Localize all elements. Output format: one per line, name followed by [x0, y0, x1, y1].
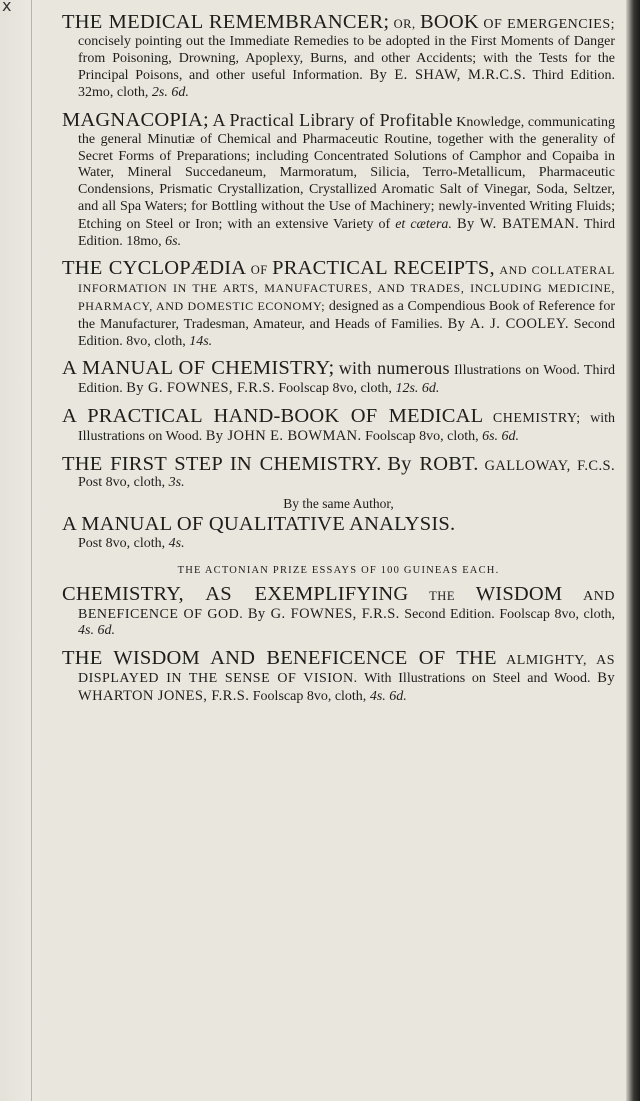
entry-subtitle: ALMIGHTY, AS DISPLAYED IN THE SENSE OF VISION. [78, 653, 616, 686]
scan-right-edge [626, 0, 640, 1101]
entry-heading-continued: PRACTICAL RECEIPTS, [272, 257, 495, 280]
entry-heading-continued: BOOK [420, 11, 479, 33]
entry-lead: By ROBT. [387, 452, 479, 475]
entry-lead: with numerous [338, 358, 450, 379]
entry-heading: A MANUAL OF QUALITATIVE ANALYSIS. [62, 513, 456, 536]
entry-author: GALLOWAY, F.C.S. [484, 457, 615, 474]
entry-qualitative-analysis [62, 513, 615, 553]
entry-heading-link: THE [429, 588, 455, 603]
entry-lead: A Practical Library of Profitable [212, 109, 453, 130]
actonian-prize-note: THE ACTONIAN PRIZE ESSAYS OF 100 GUINEAS EACH. [177, 564, 500, 576]
catalogue-page [62, 11, 616, 716]
entry-heading-link: OF [250, 263, 268, 278]
entry-heading: THE MEDICAL REMEMBRANCER; [62, 11, 390, 33]
entry-subtitle: OF EMERGENCIES; [483, 17, 616, 32]
entry-author: By E. SHAW, M.R.C.S. [369, 67, 527, 84]
entry-author: By A. J. COOLEY. [447, 315, 569, 332]
entry-description: Illustrations on Wood. Third Edition. [78, 363, 616, 397]
entry-publication: Second Edition. 8vo, cloth, [78, 316, 615, 349]
entry-medical-remembrancer [62, 11, 616, 102]
entry-heading: A MANUAL OF CHEMISTRY; [62, 357, 335, 380]
corner-mark: x [2, 0, 12, 15]
entry-heading: THE FIRST STEP IN CHEMISTRY. [62, 452, 382, 475]
entry-heading: CHEMISTRY, AS EXEMPLIFYING [62, 582, 409, 605]
entry-publication: Foolscap 8vo, cloth, [365, 428, 479, 444]
entry-subtitle: AND COLLATERAL INFORMATION IN THE ARTS, MANUFACTURES, AND TRADES, INCLUDING MEDICINE, PHARMACY, AND DOMESTIC ECONOMY; [78, 263, 615, 313]
same-author-note: By the same Author, [283, 496, 394, 512]
entry-price: 12s. 6d. [395, 381, 440, 397]
entry-price: 4s. 6d. [78, 623, 115, 639]
entry-publication: Post 8vo, cloth, [78, 535, 166, 551]
entry-publication: Second Edition. Foolscap 8vo, cloth, [404, 606, 616, 622]
entry-manual-chemistry [62, 357, 616, 398]
entry-price: 6s. [165, 233, 182, 249]
entry-magnacopia [62, 108, 615, 250]
entry-author: By W. BATEMAN. [456, 215, 580, 232]
entry-author: By G. FOWNES, F.R.S. [247, 605, 400, 622]
entry-publication: Post 8vo, cloth, [78, 475, 166, 491]
entry-description: With Illustrations on Steel and Wood. [364, 670, 591, 686]
entry-heading-link: OR, [393, 17, 416, 31]
entry-author: By JOHN E. BOWMAN. [205, 427, 362, 444]
entry-heading: THE WISDOM AND BENEFICENCE OF THE [62, 647, 497, 670]
entry-heading: THE CYCLOPÆDIA [62, 257, 247, 280]
entry-heading: A PRACTICAL HAND-BOOK OF MEDICAL [62, 404, 484, 427]
entry-price: 14s. [189, 333, 213, 349]
entry-italic-phrase: et cætera. [395, 216, 452, 232]
entry-price: 2s. 6d. [151, 85, 189, 101]
scan-left-margin [0, 0, 44, 1101]
entry-subtitle: AND BENEFICENCE OF GOD. [78, 588, 615, 622]
entry-heading: MAGNACOPIA; [62, 108, 209, 131]
entry-publication: Foolscap 8vo, cloth, [252, 688, 367, 704]
entry-wisdom-beneficence [62, 647, 616, 705]
entry-author: By WHARTON JONES, F.R.S. [78, 669, 615, 704]
entry-first-step [62, 452, 615, 493]
entry-price: 4s. [168, 535, 185, 551]
entry-heading-continued: WISDOM [475, 582, 563, 605]
entry-description: concisely pointing out the Immediate Remedies to be adopted in the First Moments of Danger from Poisoning, Drowning, Apoplexy, Burns, and other Accidents; with the Tests for the Principal Poisons, and other useful Information. [78, 33, 615, 84]
entry-author: By G. FOWNES, F.R.S. [126, 380, 275, 397]
entry-description: Knowledge, communicating the general Minutiæ of Chemical and Pharmaceutic Routine, together with the generality of Secret Forms of Preparations; including Concentrated Solutions of Camphor and Copaiba in Water, Mineral Succedaneum, Marmoratum, Silicia, Terro-Metallicum, Pharmaceutic Condensions, Prismatic Crystallization, Crystallized Aromatic Salt of Vinegar, Soda, Seltzer, and all Spa Waters; for Bottling without the Use of Machinery; newly-invented Writing Fluids; Etching on Steel or Iron; with an extensive Variety of [78, 114, 615, 232]
entry-description: designed as a Compendious Book of Reference for the Manufacturer, Tradesman, Amateur, and Heads of Families. [78, 298, 615, 332]
entry-price: 3s. [168, 475, 185, 491]
entry-price: 4s. 6d. [369, 688, 407, 704]
entry-subtitle: CHEMISTRY; [492, 410, 581, 426]
entry-publication: Third Edition. 18mo, [78, 216, 615, 249]
entry-chemistry-wisdom [62, 582, 616, 640]
entry-price: 6s. 6d. [482, 428, 520, 444]
entry-handbook-medical-chemistry [62, 404, 616, 446]
entry-cyclopaedia [62, 257, 615, 350]
entry-publication: Foolscap 8vo, cloth, [278, 381, 392, 397]
entry-publication: Third Edition. 32mo, cloth, [78, 68, 616, 101]
entry-description: with Illustrations on Wood. [78, 410, 616, 444]
